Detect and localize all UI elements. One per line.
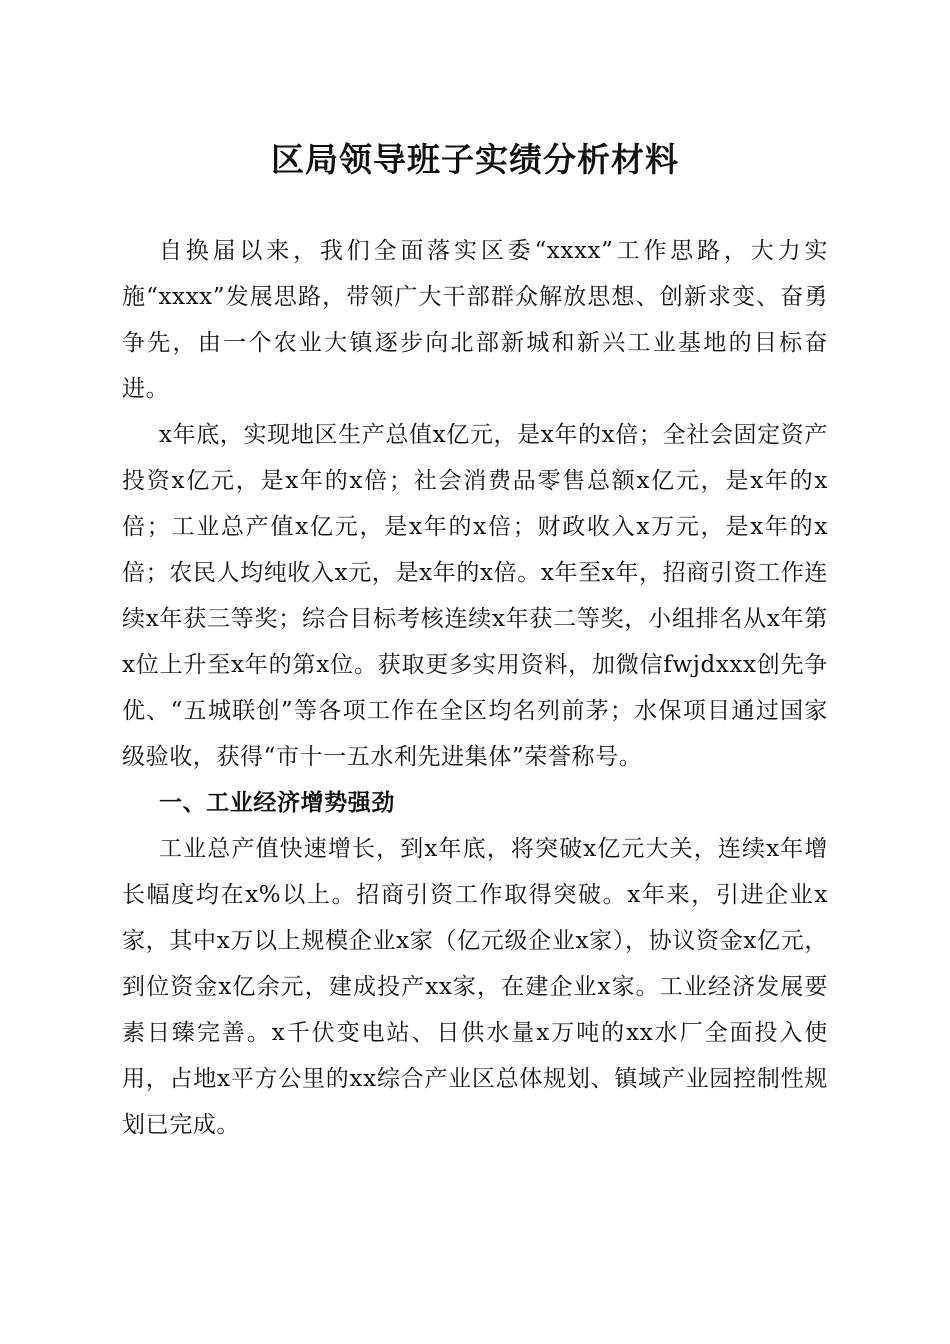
section-heading-industry: 一、工业经济增势强劲 bbox=[159, 790, 395, 816]
industry-paragraph: 工业总产值快速增长，到x年底，将突破x亿元大关，连续x年增长幅度均在x%以上。招商引资工作取得突破。x年来，引进企业x家，其中x万以上规模企业x家（亿元级企业x家），协议资金x亿元，到位资金x亿余元，建成投产xx家，在建企业x家。工业经济发展要素日臻完善。x千伏变电站、日供水量x万吨的xx水厂全面投入使用，占地x平方公里的xx综合产业区总体规划、镇域产业园控制性规划已完成。 bbox=[122, 836, 828, 1138]
document-title: 区局领导班子实绩分析材料 bbox=[271, 140, 679, 179]
achievements-paragraph: x年底，实现地区生产总值x亿元，是x年的x倍；全社会固定资产投资x亿元，是x年的x倍；社会消费品零售总额x亿元，是x年的x倍；工业总产值x亿元，是x年的x倍；财政收入x万元，是x年的x倍；农民人均纯收入x元，是x年的x倍。x年至x年，招商引资工作连续x年获三等奖；综合目标考核连续x年获二等奖，小组排名从x年第x位上升至x年的第x位。获取更多实用资料，加微信fwjdxxx创先争优、“五城联创”等各项工作在全区均名列前茅；水保项目通过国家级验收，获得“市十一五水利先进集体”荣誉称号。 bbox=[122, 422, 828, 770]
document-body bbox=[122, 228, 828, 1148]
intro-paragraph: 自换届以来，我们全面落实区委“xxxx”工作思路，大力实施“xxxx”发展思路，带领广大干部群众解放思想、创新求变、奋勇争先，由一个农业大镇逐步向北部新城和新兴工业基地的目标奋进。 bbox=[122, 238, 828, 402]
